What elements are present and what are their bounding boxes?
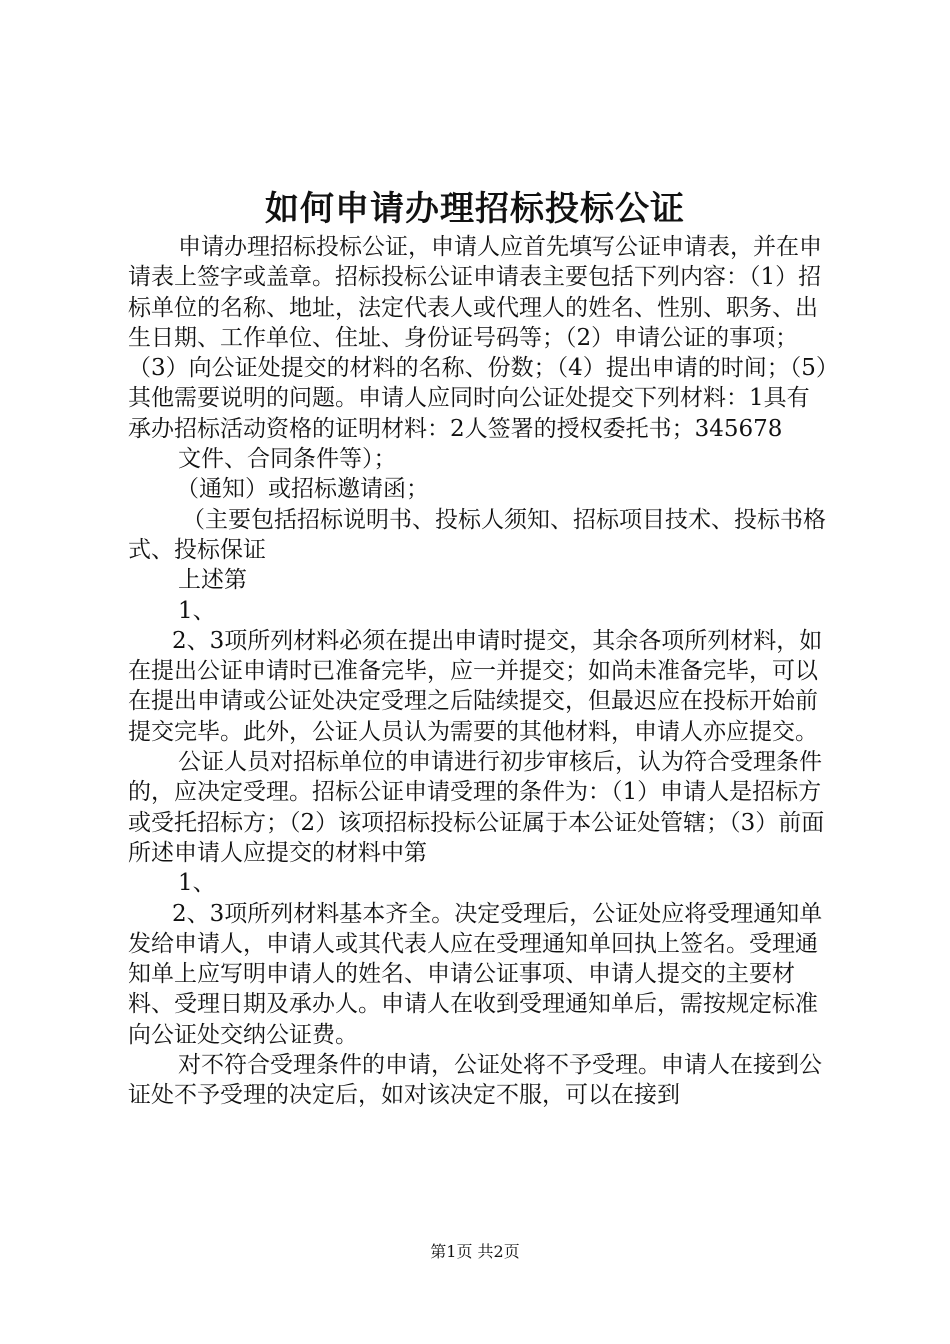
page-footer: 第1页 共2页 <box>430 1242 520 1261</box>
paragraph-rejection: 对不符合受理条件的申请，公证处将不予受理。申请人在接到公证处不予受理的决定后，如对该决定不服，可以在接到 <box>128 1052 822 1109</box>
paragraph-fragment: 1、 <box>178 870 216 897</box>
paragraph-fragment: （通知）或招标邀请函； <box>176 476 429 503</box>
paragraph-application-form: 申请办理招标投标公证，申请人应首先填写公证申请表，并在申请表上签字或盖章。招标投标公证申请表主要包括下列内容：（1）招标单位的名称、地址，法定代表人或代理人的姓名、性别、职务、出生日期、工作单位、住址、身份证号码等；（2）申请公证的事项；（3）向公证处提交的材料的名称、份数；（4）提出申请的时间；（5）其他需要说明的问题。申请人应同时向公证处提交下列材料：1具有承办招标活动资格的证明材料：2人签署的授权委托书；345678 <box>128 234 828 442</box>
paragraph-materials: 2、3项所列材料必须在提出申请时提交，其余各项所列材料，如在提出公证申请时已准备完毕，应一并提交；如尚未准备完毕，可以在提出申请或公证处决定受理之后陆续提交，但最迟应在投标开始前提交完毕。此外，公证人员认为需要的其他材料，申请人亦应提交。 <box>128 627 823 745</box>
document-body <box>128 232 832 1111</box>
paragraph-fragment: 1、 <box>178 597 216 624</box>
paragraph-fragment: 上述第 <box>178 567 247 594</box>
document-title: 如何申请办理招标投标公证 <box>265 189 685 229</box>
paragraph-fragment: （主要包括招标说明书、投标人须知、招标项目技术、投标书格式、投标保证 <box>128 506 826 563</box>
paragraph-review: 公证人员对招标单位的申请进行初步审核后，认为符合受理条件的，应决定受理。招标公证申请受理的条件为：（1）申请人是招标方或受托招标方；（2）该项招标投标公证属于本公证处管辖；（3）前面所述申请人应提交的材料中第 <box>128 749 825 866</box>
paragraph-acceptance: 2、3项所列材料基本齐全。决定受理后，公证处应将受理通知单发给申请人，申请人或其代表人应在受理通知单回执上签名。受理通知单上应写明申请人的姓名、申请公证事项、申请人提交的主要材料、受理日期及承办人。申请人在收到受理通知单后，需按规定标准向公证处交纳公证费。 <box>128 900 823 1048</box>
paragraph-fragment: 文件、合同条件等）； <box>178 446 397 473</box>
